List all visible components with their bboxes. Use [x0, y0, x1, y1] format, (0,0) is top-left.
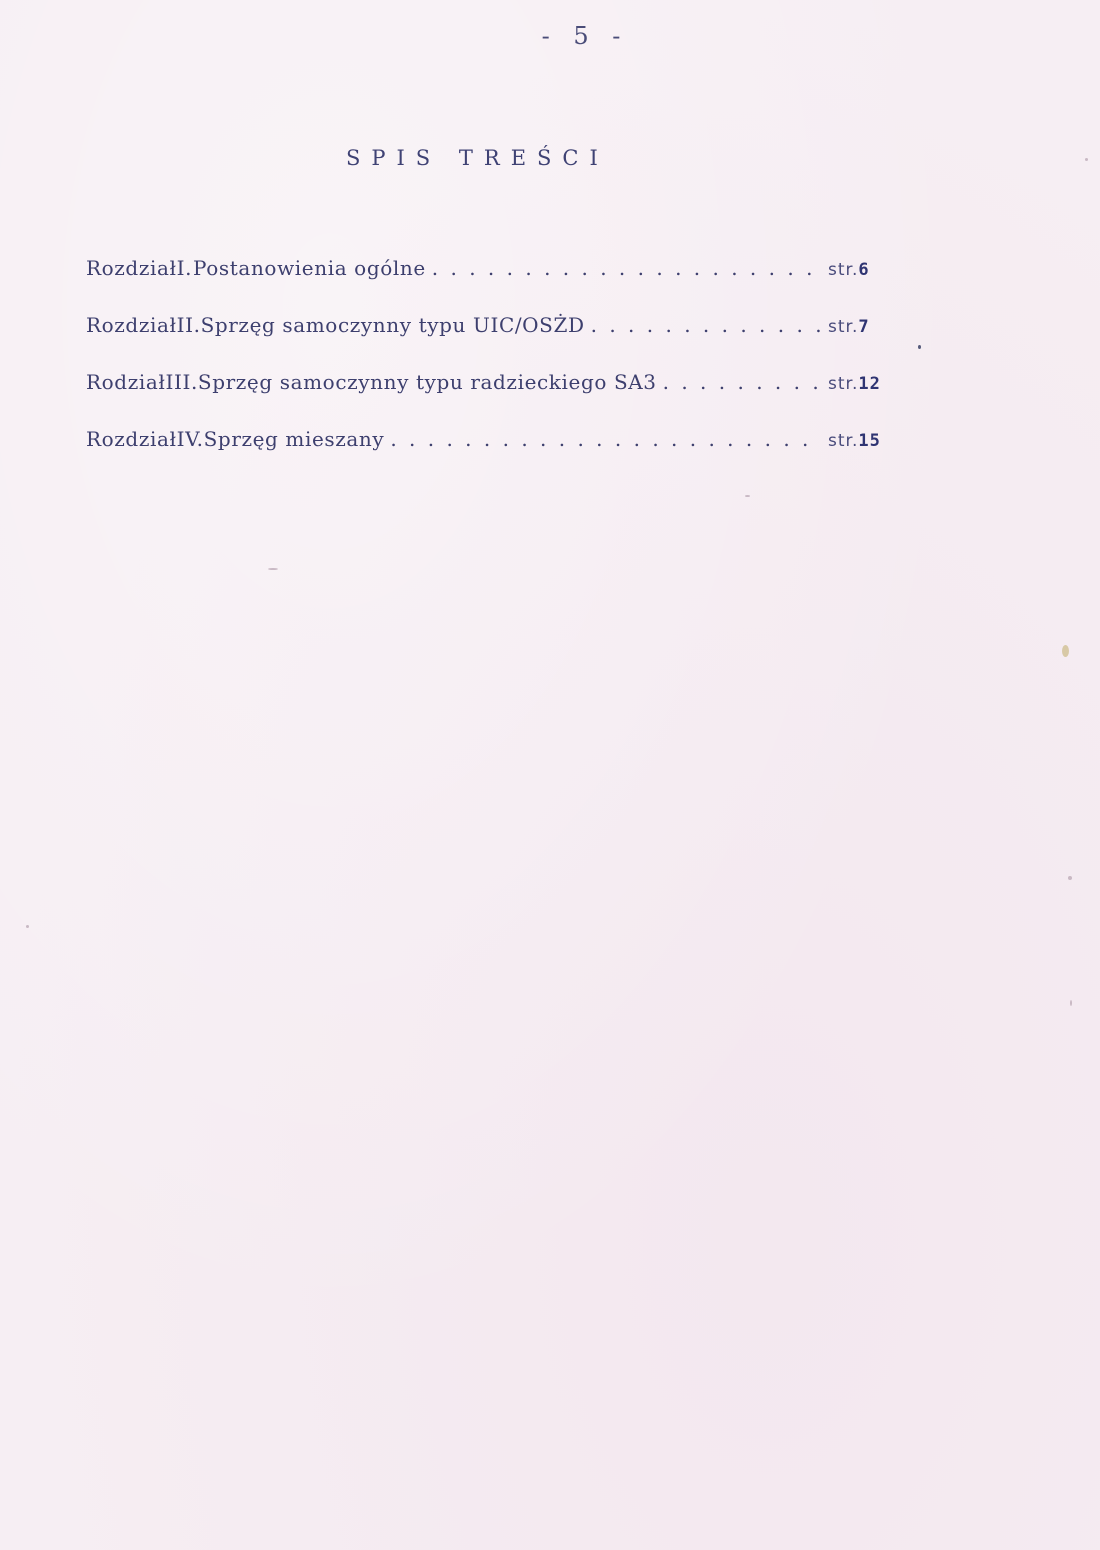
paper-speck — [1062, 645, 1069, 657]
toc-entry — [86, 313, 906, 370]
toc-page-number: 15 — [858, 431, 881, 451]
paper-speck — [268, 568, 278, 570]
toc-entry-title: Sprzęg samoczynny typu radzieckiego SA3 — [197, 370, 657, 394]
toc-entry-label: Rodział — [86, 370, 166, 394]
toc-page-number: 6 — [858, 260, 870, 280]
toc-page-prefix: str. — [828, 431, 859, 451]
toc-entry-label: Rozdział — [86, 256, 177, 280]
toc-entry-title: Sprzęg samoczynny typu UIC/OSŻD — [200, 313, 585, 337]
toc-entry-page — [828, 260, 906, 280]
toc-page-prefix: str. — [828, 260, 859, 280]
toc-page-prefix: str. — [828, 317, 859, 337]
toc-entry-page — [828, 317, 906, 337]
toc-page-number: 7 — [858, 317, 870, 337]
toc-entry-page — [828, 431, 906, 451]
toc-entry-numeral: II. — [176, 313, 201, 337]
toc-entry — [86, 370, 906, 427]
toc-entry-title: Sprzęg mieszany — [203, 427, 385, 451]
toc-entry-page — [828, 374, 906, 394]
paper-speck — [918, 345, 921, 349]
paper-speck — [1070, 1000, 1072, 1006]
paper-speck — [745, 495, 750, 497]
toc-entry-title: Postanowienia ogólne — [193, 256, 426, 280]
toc-leader-dots — [390, 427, 822, 451]
toc-leader-dots — [591, 313, 822, 337]
page-number: - 5 - — [541, 22, 629, 50]
toc-leader-dots — [432, 256, 822, 280]
toc-entry-label: Rozdział — [86, 313, 177, 337]
paper-speck — [1068, 876, 1072, 880]
toc-page-number: 12 — [858, 374, 881, 394]
toc-entry — [86, 427, 906, 484]
paper-speck — [26, 925, 29, 928]
paper-speck — [1085, 158, 1088, 161]
toc-entry — [86, 256, 906, 313]
toc-page-prefix: str. — [828, 374, 859, 394]
toc-leader-dots — [663, 370, 822, 394]
table-of-contents — [86, 256, 906, 484]
toc-entry-label: Rozdział — [86, 427, 177, 451]
toc-entry-numeral: IV. — [176, 427, 204, 451]
toc-title: SPIS TREŚCI — [346, 146, 609, 170]
toc-entry-numeral: I. — [176, 256, 193, 280]
toc-entry-numeral: III. — [165, 370, 198, 394]
